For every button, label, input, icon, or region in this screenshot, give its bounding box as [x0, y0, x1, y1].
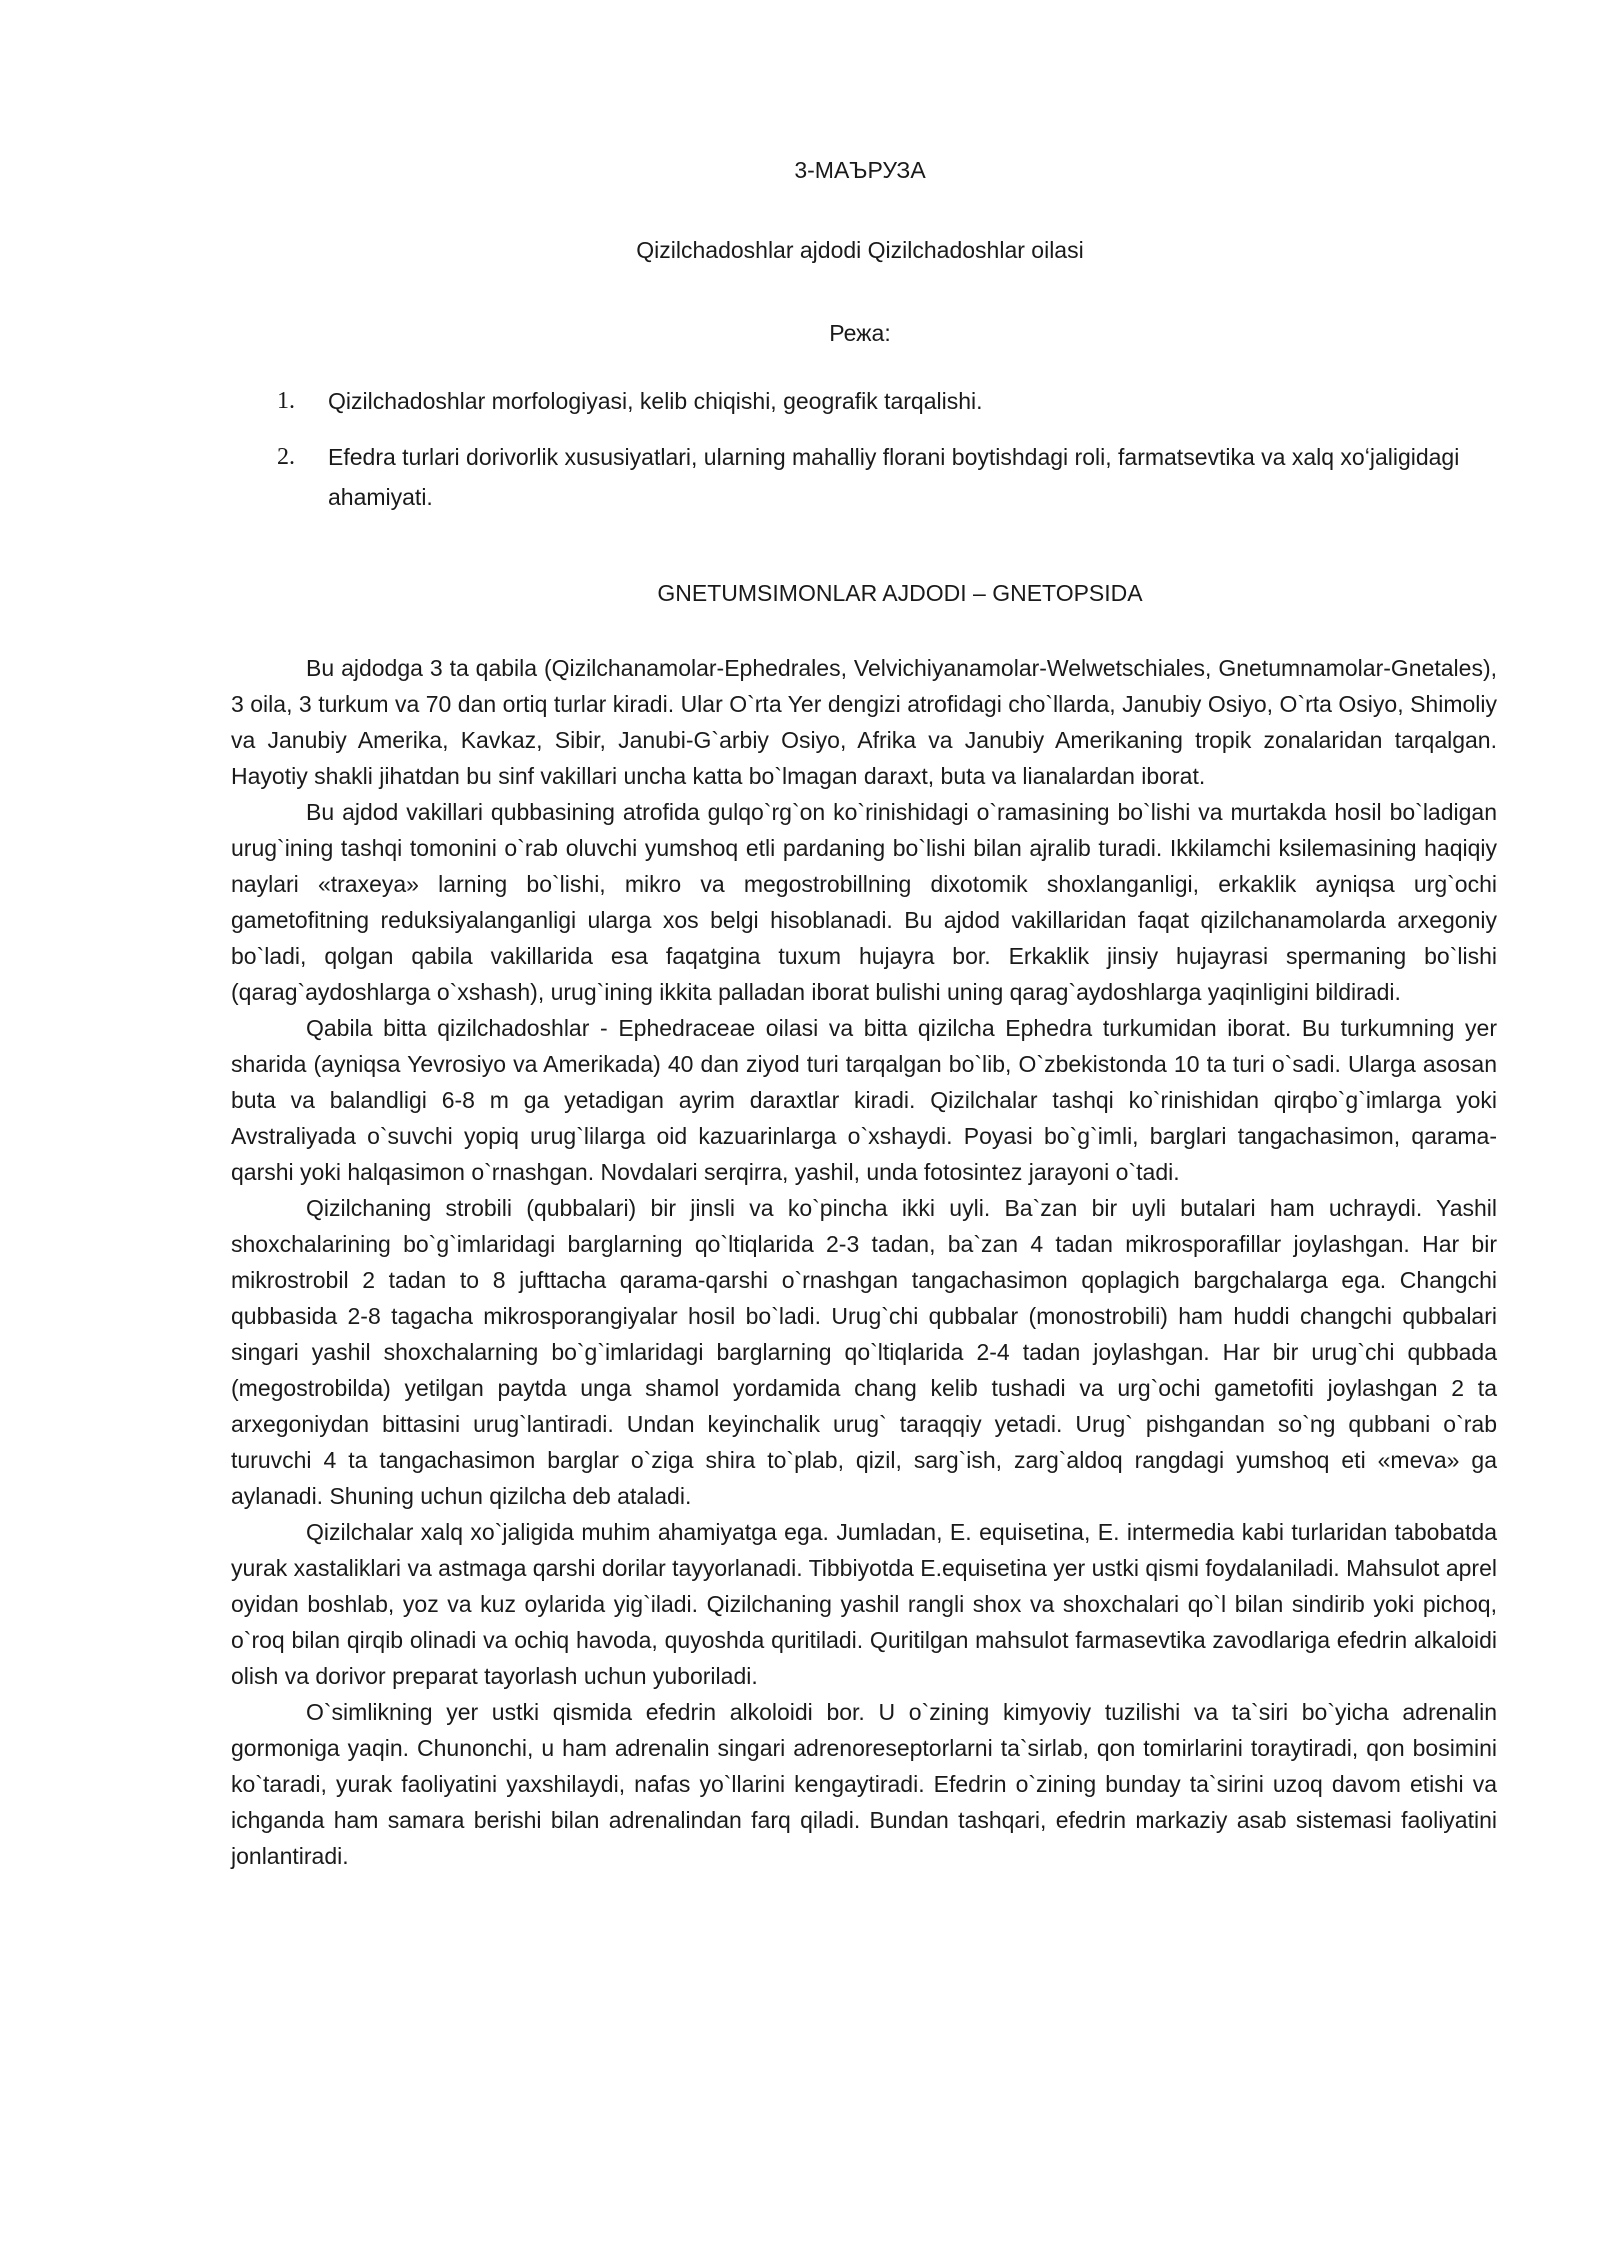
plan-item [272, 373, 1502, 429]
body-text [231, 650, 1497, 1874]
paragraph: Qabila bitta qizilchadoshlar - Ephedraceae oilasi va bitta qizilcha Ephedra turkumidan iborat. Bu turkumning yer sharida (ayniqsa Yevrosiyo va Amerikada) 40 dan ziyod turi tarqalgan bo`lib, O`zbekistonda 10 ta turi o`sadi. Ularga asosan buta va balandligi 6-8 m ga yetadigan ayrim daraxtlar kiradi. Qizilchalar tashqi ko`rinishidan qirqbo`g`imlarga yoki Avstraliyada o`suvchi yopiq urug`lilarga oid kazuarinlarga o`xshaydi. Poyasi bo`g`imli, barglari tangachasimon, qarama-qarshi yoki halqasimon o`rnashgan. Novdalari serqirra, yashil, unda fotosintez jarayoni o`tadi. [231, 1015, 1497, 1185]
paragraph: Bu ajdod vakillari qubbasining atrofida gulqo`rg`on ko`rinishidagi o`ramasining bo`lishi va murtakda hosil bo`ladigan urug`ining tashqi tomonini o`rab oluvchi yumshoq etli pardaning bo`lishi bilan ajralib turadi. Ikkilamchi ksilemasining haqiqiy naylari «traxeya» larning bo`lishi, mikro va megostrobillning dixotomik shoxlanganligi, erkaklik ayniqsa urg`ochi gametofitning reduksiyalanganligi ularga xos belgi hisoblanadi. Bu ajdod vakillaridan faqat qizilchanamolarda arxegoniy bo`ladi, qolgan qabila vakillarida esa faqatgina tuxum hujayra bor. Erkaklik jinsiy hujayrasi spermaning bo`lishi (qarag`aydoshlarga o`xshash), urug`ining ikkita palladan iborat bulishi uning qarag`aydoshlarga yaqinligini bildiradi. [231, 799, 1497, 1005]
lecture-subtitle: Qizilchadoshlar ajdodi Qizilchadoshlar oilasi [636, 237, 1084, 263]
plan-item-text: Qizilchadoshlar morfologiyasi, kelib chiqishi, geografik tarqalishi. [328, 388, 983, 414]
section-heading: GNETUMSIMONLAR AJDODI – GNETOPSIDA [657, 580, 1143, 606]
paragraph: O`simlikning yer ustki qismida efedrin alkoloidi bor. U o`zining kimyoviy tuzilishi va ta`siri bo`yicha adrenalin gormoniga yaqin. Chunonchi, u ham adrenalin singari adrenoreseptorlarni ta`sirlab, qon tomirlarini toraytiradi, qon bosimini ko`taradi, yurak faoliyatini yaxshilaydi, nafas yo`llarini kengaytiradi. Efedrin o`zining bunday ta`sirini uzoq davom etishi va ichganda ham samara berishi bilan adrenalindan farq qiladi. Bundan tashqari, efedrin markaziy asab sistemasi faoliyatini jonlantiradi. [231, 1699, 1497, 1869]
paragraph: Qizilchaning strobili (qubbalari) bir jinsli va ko`pincha ikki uyli. Ba`zan bir uyli butalari ham uchraydi. Yashil shoxchalarining bo`g`imlaridagi barglarning qo`ltiqlarida 2-3 tadan, ba`zan 4 tadan mikrosporafillar joylashgan. Har bir mikrostrobil 2 tadan to 8 jufttacha qarama-qarshi o`rnashgan tangachasimon qoplagich bargchalarga ega. Changchi qubbasida 2-8 tagacha mikrosporangiyalar hosil bo`ladi. Urug`chi qubbalar (monostrobili) ham huddi changchi qubbalari singari yashil shoxchalarning bo`g`imlaridagi barglarning qo`ltiqlarida 2-4 tadan joylashgan. Har bir urug`chi qubbada (megostrobilda) yetilgan paytda unga shamol yordamida chang kelib tushadi va urg`ochi gametofiti joylashgan 2 ta arxegoniydan bittasini urug`lantiradi. Undan keyinchalik urug` taraqqiy yetadi. Urug` pishgandan so`ng qubbani o`rab turuvchi 4 ta tangachasimon barglar o`ziga shira to`plab, qizil, sarg`ish, zarg`aldoq rangdagi yumshoq eti «meva» ga aylanadi. Shuning uchun qizilcha deb ataladi. [231, 1195, 1497, 1509]
plan-item [272, 429, 1502, 517]
plan-heading: Режа: [829, 320, 891, 346]
lecture-title: 3-МАЪРУЗА [794, 157, 926, 183]
plan-item-number: 2. [277, 444, 295, 470]
paragraph: Bu ajdodga 3 ta qabila (Qizilchanamolar-Ephedrales, Velvichiyanamolar-Welwetschiales, Gnetumnamolar-Gnetales), 3 oila, 3 turkum va 70 dan ortiq turlar kiradi. Ular O`rta Yer dengizi atrofidagi cho`llarda, Janubiy Osiyo, O`rta Osiyo, Shimoliy va Janubiy Amerika, Kavkaz, Sibir, Janubi-G`arbiy Osiyo, Afrika va Janubiy Amerikaning tropik zonalaridan tarqalgan. Hayotiy shakli jihatdan bu sinf vakillari uncha katta bo`lmagan daraxt, buta va lianalardan iborat. [231, 655, 1497, 789]
plan-item-number: 1. [277, 388, 295, 414]
plan-list [272, 373, 1502, 517]
plan-item-text: Efedra turlari dorivorlik xususiyatlari, ularning mahalliy florani boytishdagi roli, farmatsevtika va xalq xoʻjaligidagi ahamiyati. [328, 444, 1460, 510]
paragraph: Qizilchalar xalq xo`jaligida muhim ahamiyatga ega. Jumladan, E. equisetina, E. intermedia kabi turlaridan tabobatda yurak xastaliklari va astmaga qarshi dorilar tayyorlanadi. Tibbiyotda E.equisetina yer ustki qismi foydalaniladi. Mahsulot aprel oyidan boshlab, yoz va kuz oylarida yig`iladi. Qizilchaning yashil rangli shox va shoxchalari qo`l bilan sindirib yoki pichoq, o`roq bilan qirqib olinadi va ochiq havoda, quyoshda quritiladi. Quritilgan mahsulot farmasevtika zavodlariga efedrin alkaloidi olish va dorivor preparat tayorlash uchun yuboriladi. [231, 1519, 1497, 1689]
